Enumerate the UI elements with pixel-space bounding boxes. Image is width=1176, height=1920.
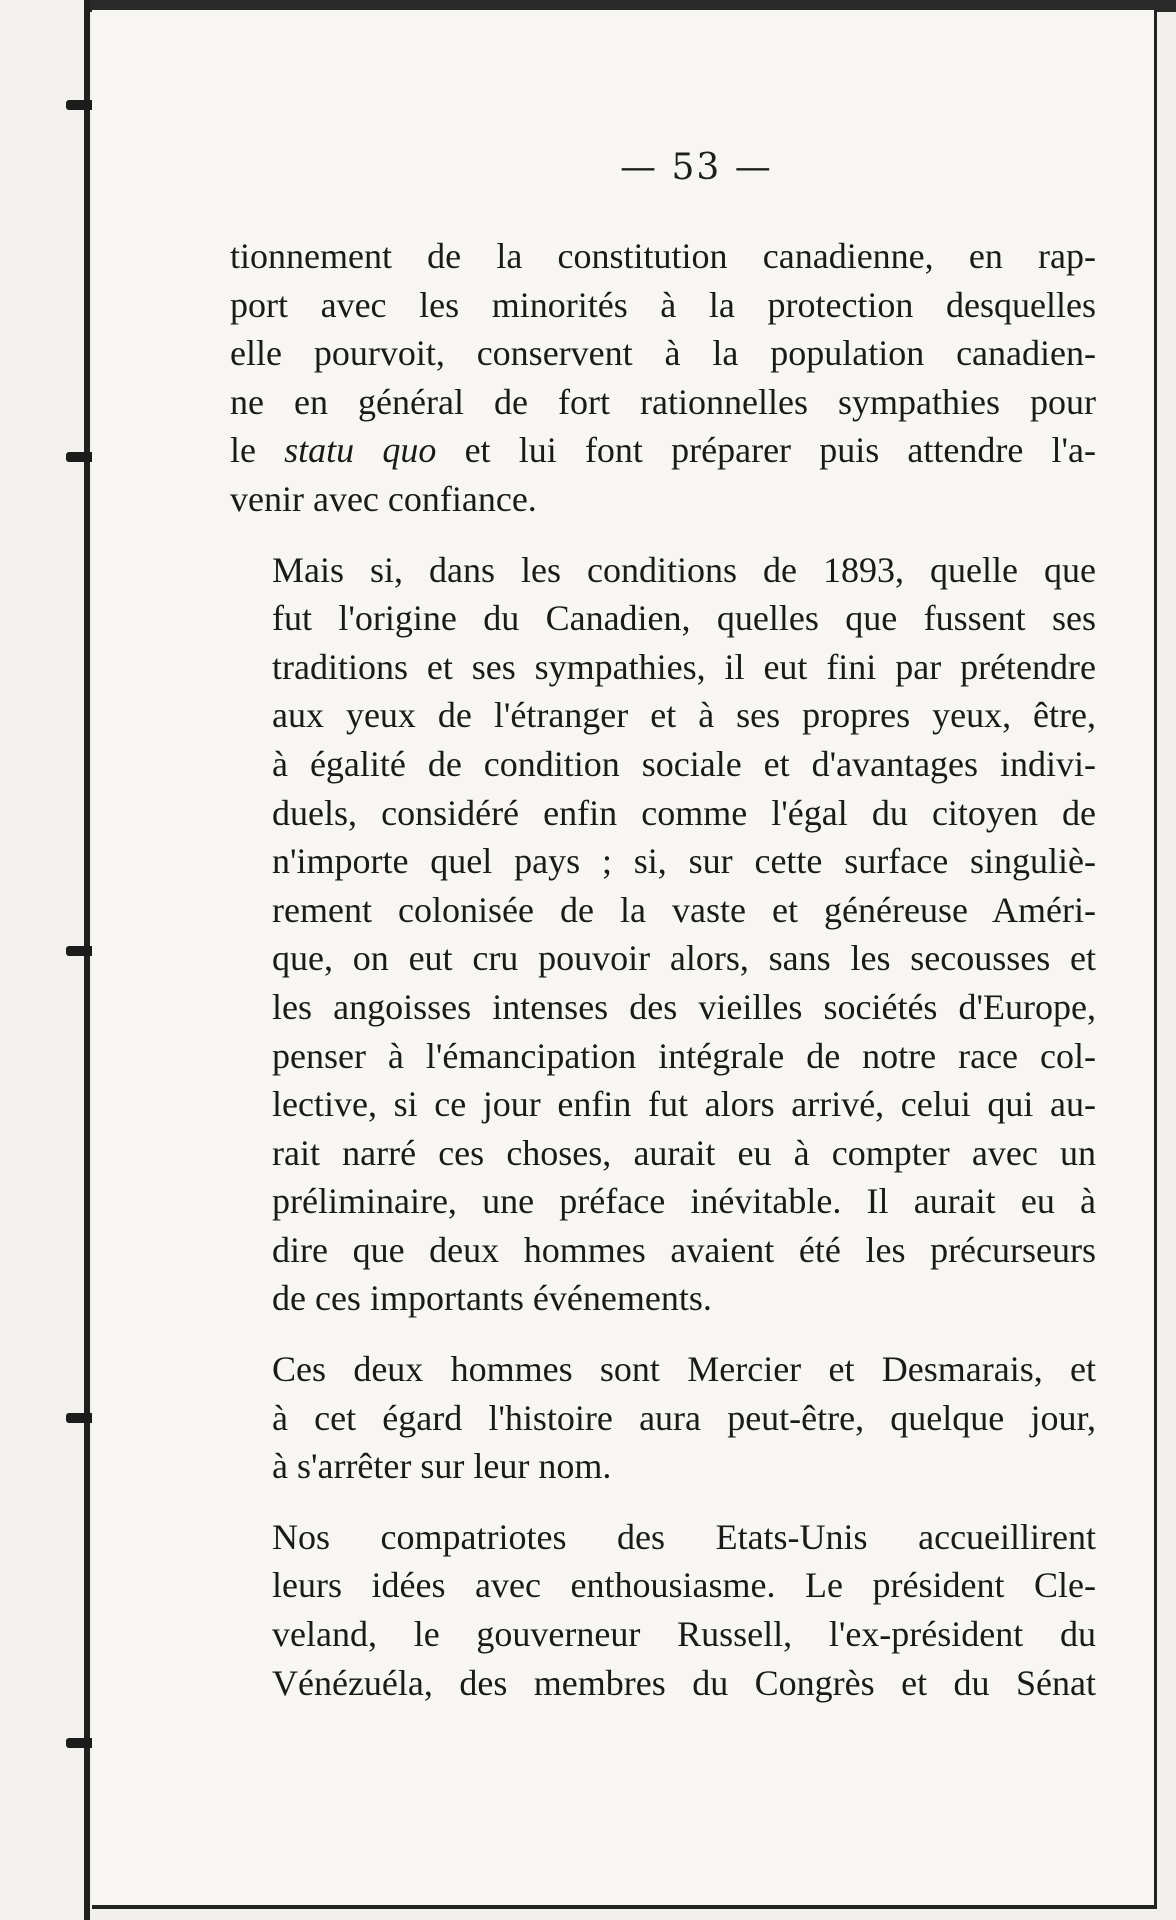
text-line-with-emphasis [230, 426, 1096, 475]
text-line: à cet égard l'histoire aura peut-être, quelque jour, [272, 1397, 1096, 1438]
text-line: tionnement de la constitution canadienne, en rap- [230, 236, 1096, 276]
paragraph [230, 232, 1096, 524]
paragraph [230, 546, 1096, 1324]
text-line: dire que deux hommes avaient été les précurseurs [272, 1229, 1096, 1270]
text-line: à égalité de condition sociale et d'avantages indivi- [272, 743, 1096, 784]
text-line: Vénézuéla, des membres du Congrès et du Sénat [272, 1662, 1096, 1703]
text-line: leurs idées avec enthousiasme. Le président Cle- [272, 1565, 1096, 1606]
text-line: ne en général de fort rationnelles sympathies pour [230, 381, 1096, 422]
text-line: aux yeux de l'étranger et à ses propres yeux, être, [272, 695, 1096, 736]
text-line: à s'arrêter sur leur nom. [272, 1446, 612, 1487]
text-line: port avec les minorités à la protection desquelles [230, 284, 1096, 325]
text-line: rement colonisée de la vaste et généreuse Améri- [272, 889, 1096, 930]
paragraph [230, 1345, 1096, 1491]
page-body-text [230, 232, 1096, 1729]
text-line: venir avec confiance. [230, 478, 537, 519]
text-run: le [230, 430, 285, 471]
text-line: rait narré ces choses, aurait eu à compter avec un [272, 1132, 1096, 1173]
italic-phrase: statu quo [284, 430, 437, 471]
binding-margin [0, 0, 84, 1920]
text-line: Mais si, dans les conditions de 1893, quelle que [272, 549, 1096, 590]
text-line: Nos compatriotes des Etats-Unis accueillirent [272, 1516, 1096, 1557]
text-run: et lui font préparer puis attendre l'a- [436, 430, 1096, 471]
text-line: de ces importants événements. [272, 1278, 712, 1319]
text-line: elle pourvoit, conservent à la population canadien- [230, 333, 1096, 374]
text-line: lective, si ce jour enfin fut alors arrivé, celui qui au- [272, 1084, 1096, 1125]
text-line: que, on eut cru pouvoir alors, sans les secousses et [272, 938, 1096, 979]
book-binding [84, 0, 90, 1920]
text-line: Ces deux hommes sont Mercier et Desmarais, et [272, 1349, 1096, 1390]
text-line: duels, considéré enfin comme l'égal du citoyen de [272, 792, 1096, 833]
text-line: n'importe quel pays ; si, sur cette surface singuliè- [272, 841, 1096, 882]
paragraph [230, 1513, 1096, 1707]
text-line: fut l'origine du Canadien, quelles que fussent ses [272, 598, 1096, 639]
text-line: veland, le gouverneur Russell, l'ex-président du [272, 1614, 1096, 1655]
text-line: penser à l'émancipation intégrale de notre race col- [272, 1035, 1096, 1076]
page-number: — 53 — [620, 147, 773, 188]
text-line: les angoisses intenses des vieilles sociétés d'Europe, [272, 986, 1096, 1027]
text-line: traditions et ses sympathies, il eut fini par prétendre [272, 646, 1096, 687]
text-line: préliminaire, une préface inévitable. Il aurait eu à [272, 1181, 1096, 1222]
